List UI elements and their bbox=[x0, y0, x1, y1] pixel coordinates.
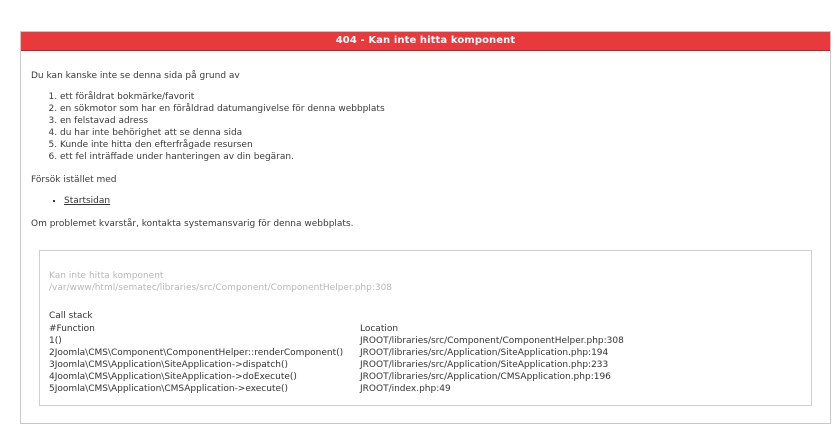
callstack-label: Call stack bbox=[49, 311, 93, 321]
table-row bbox=[49, 383, 624, 395]
table-row bbox=[49, 347, 624, 359]
column-header-location: Location bbox=[360, 324, 399, 334]
reason-item: 5. Kunde inte hitta den efterfrågade resursen bbox=[60, 139, 820, 151]
debug-error-title: Kan inte hitta komponent bbox=[49, 271, 164, 281]
link-item bbox=[64, 195, 820, 207]
stack-location: JROOT/libraries/src/Application/CMSApplication.php:196 bbox=[360, 372, 611, 382]
try-instead-text: Försök istället med bbox=[31, 175, 117, 185]
reason-item: 4. du har inte behörighet att se denna sida bbox=[60, 127, 820, 139]
stack-function: 4Joomla\CMS\Application\SiteApplication->doExecute() bbox=[49, 372, 297, 382]
reason-item: 2. en sökmotor som har en föråldrad datumangivelse för denna webbplats bbox=[60, 103, 820, 115]
table-row bbox=[49, 335, 624, 347]
reason-item: 6. ett fel inträffade under hanteringen av din begäran. bbox=[60, 151, 820, 163]
stack-function: 3Joomla\CMS\Application\SiteApplication->dispatch() bbox=[49, 360, 289, 370]
debug-box bbox=[39, 250, 812, 406]
table-header-row bbox=[49, 323, 624, 335]
stack-location: JROOT/libraries/src/Application/SiteApplication.php:233 bbox=[360, 360, 609, 370]
stack-location: JROOT/libraries/src/Component/ComponentHelper.php:308 bbox=[360, 336, 624, 346]
table-row bbox=[49, 371, 624, 383]
links-list bbox=[31, 195, 820, 207]
contact-text: Om problemet kvarstår, kontakta systemansvarig för denna webbplats. bbox=[31, 219, 354, 229]
table-row bbox=[49, 359, 624, 371]
page-title: 404 - Kan inte hitta komponent bbox=[21, 32, 830, 51]
column-header-function: #Function bbox=[49, 324, 95, 334]
stack-location: JROOT/index.php:49 bbox=[360, 384, 451, 394]
reason-item: 1. ett föråldrat bokmärke/favorit bbox=[60, 91, 820, 103]
home-page-link[interactable]: Startsidan bbox=[64, 196, 111, 206]
callstack-table bbox=[49, 323, 624, 395]
stack-function: 1() bbox=[49, 336, 62, 346]
stack-function: 2Joomla\CMS\Component\ComponentHelper::renderComponent() bbox=[49, 348, 344, 358]
error-panel bbox=[20, 31, 831, 424]
stack-location: JROOT/libraries/src/Application/SiteApplication.php:194 bbox=[360, 348, 609, 358]
reason-item: 3. en felstavad adress bbox=[60, 115, 820, 127]
error-content bbox=[21, 71, 830, 230]
reasons-list bbox=[31, 91, 820, 163]
stack-function: 5Joomla\CMS\Application\CMSApplication->execute() bbox=[49, 384, 289, 394]
debug-error-path: /var/www/html/sematec/libraries/src/Component/ComponentHelper.php:308 bbox=[49, 283, 393, 293]
intro-text: Du kan kanske inte se denna sida på grund av bbox=[31, 71, 240, 81]
